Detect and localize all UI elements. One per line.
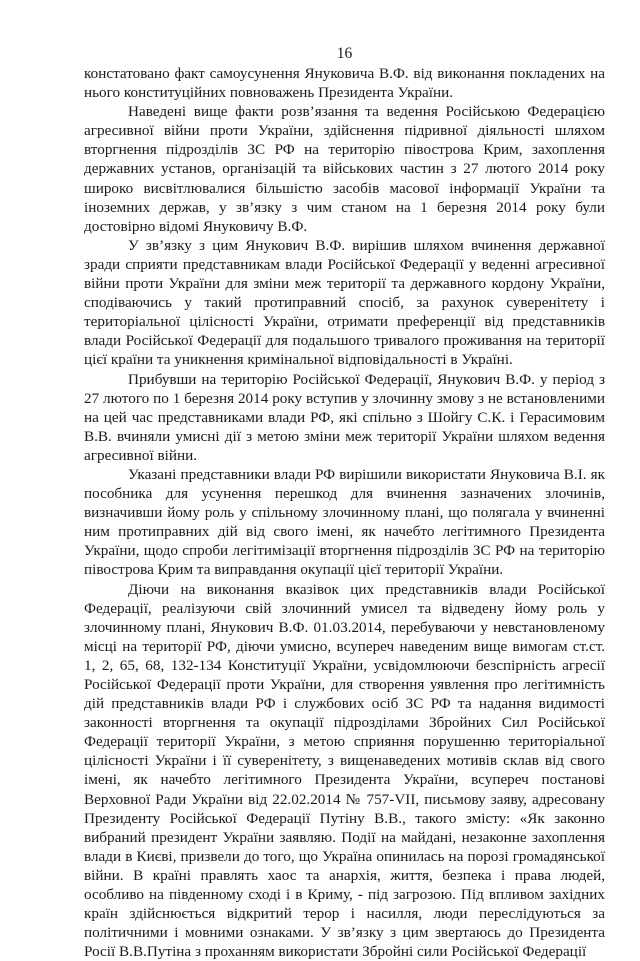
- paragraph-facts-of-aggression: Наведені вище факти розв’язання та ведення Російською Федерацією агресивної війни проти України, здійснення підривної діяльності шляхом вторгнення підрозділів ЗС РФ на територію півострова Крим, захоплення державних установ, організацій та військових частин з 27 лютого 2014 року широко висвітлювалися більшістю засобів масової інформації України та іноземних держав, у зв’язку з чим станом на 1 березня 2014 року були достовірно відомі Януковичу В.Ф.: [84, 103, 605, 235]
- paragraph-statement-to-putin: Діючи на виконання вказівок цих представників влади Російської Федерації, реалізуючи свій злочинний умисел та відведену йому роль у злочинному плані, Янукович В.Ф. 01.03.2014, перебуваючи у невстановленому місці на території РФ, діючи умисно, всупереч наведеним вище вимогам ст.ст. 1, 2, 65, 68, 132-134 Конституції України, усвідомлюючи безспірність агресії Російської Федерації проти України, для створення уявлення про легітимність дій представників влади РФ і службових осіб ЗС РФ та надання видимості законності вторгнення та окупації підрозділами Збройних Сил Російської Федерації території України, з метою сприяння порушенню територіальної цілісності України і її суверенітету, з вищенаведених мотивів склав від свого імені, як начебто легітимного Президента України, всупереч постанові Верховної Ради України від 22.02.2014 № 757-VII, письмову заяву, адресовану Президенту Російської Федерації Путіну В.В., такого змісту: «Як законно вибраний президент України заявляю. Події на майдані, незаконне захоплення влади в Києві, призвели до того, що Україна опинилась на порозі громадянської війни. В країні правлять хаос та анархія, життя, безпека і права людей, особливо на південному сході і в Криму, - під загрозою. Під впливом західних країн здійснюється відкритий терор і насилля, люди переслідуються за політичними і мовними ознаками. У зв’язку з цим звертаюсь до Президента Росії В.В.Путіна з проханням використати Збройні сили Російської Федерації: [84, 580, 605, 961]
- paragraph-decision-of-treason: У зв’язку з цим Янукович В.Ф. вирішив шляхом вчинення державної зради сприяти представникам влади Російської Федерації у веденні агресивної війни проти України для зміни меж території та державного кордону України, сподіваючись у такий протиправний спосіб, за рахунок суверенітету і територіальної цілісності України, отримати преференції від представників влади Російської Федерації для подальшого тривалого проживання на території цієї країни та уникнення кримінальної відповідальності в Україні.: [84, 236, 605, 369]
- paragraph-conspiracy: Прибувши на територію Російської Федерації, Янукович В.Ф. у період з 27 лютого по 1 березня 2014 року вступив у злочинну змову з не встановленими на цей час представниками влади РФ, які спільно з Шойгу С.К. і Герасимовим В.В. вчиняли умисні дії з метою зміни меж території України шляхом ведення агресивної війни.: [84, 370, 605, 464]
- paragraph-accomplice-role: Указані представники влади РФ вирішили використати Януковича В.І. як пособника для усунення перешкод для вчинення зазначених злочинів, визначивши йому роль у спільному злочинному плані, що полягала у вчиненні ним протиправних дій від свого імені, як начебто легітимного Президента України, щодо спроби легітимізації вторгнення підрозділів ЗС РФ на територію півострова Крим та виправдання окупації цієї території України.: [84, 465, 605, 579]
- page-number: 16: [336, 45, 353, 62]
- paragraph-continuation: констатовано факт самоусунення Януковича В.Ф. від виконання покладених на нього конституційних повноважень Президента України.: [84, 65, 605, 102]
